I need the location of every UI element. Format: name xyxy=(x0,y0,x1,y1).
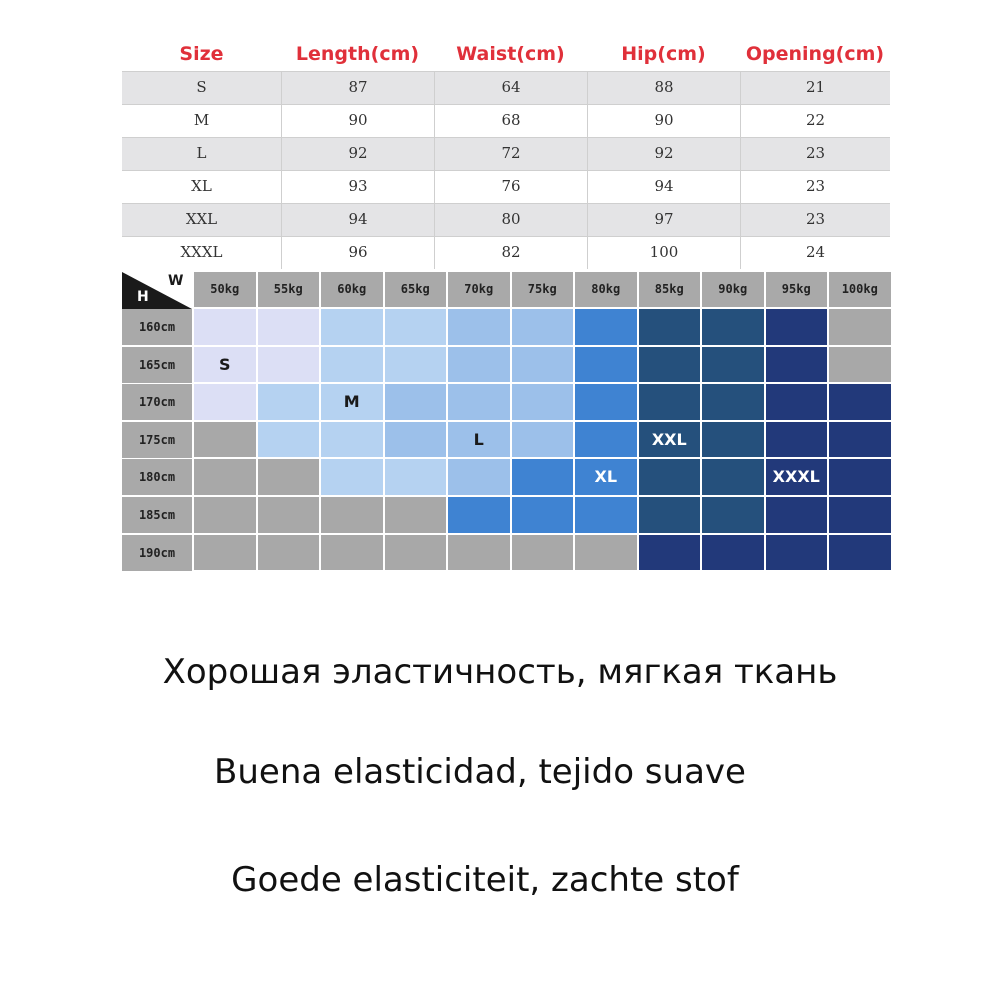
chart-cell xyxy=(258,309,320,345)
cell-opening: 23 xyxy=(740,138,890,170)
chart-cell xyxy=(702,497,764,533)
chart-cell xyxy=(194,422,256,458)
chart-cell xyxy=(639,535,701,571)
cell-hip: 94 xyxy=(587,171,740,203)
size-label: XXL xyxy=(651,429,687,449)
cell-opening: 23 xyxy=(740,171,890,203)
chart-cell xyxy=(575,422,637,458)
chart-cell xyxy=(385,309,447,345)
chart-cell xyxy=(512,535,574,571)
size-table-header xyxy=(122,38,890,71)
chart-cell xyxy=(575,384,637,420)
weight-header: 65kg xyxy=(385,272,447,307)
chart-cell xyxy=(766,309,828,345)
chart-cell xyxy=(448,497,510,533)
cell-length: 87 xyxy=(281,72,434,104)
chart-cell xyxy=(702,384,764,420)
height-axis-label: H xyxy=(137,289,149,305)
chart-cell xyxy=(639,384,701,420)
chart-cell xyxy=(321,422,383,458)
cell-opening: 23 xyxy=(740,204,890,236)
header-size: Size xyxy=(179,43,224,65)
table-row xyxy=(122,236,890,269)
chart-cell xyxy=(702,535,764,571)
table-row xyxy=(122,203,890,236)
cell-opening: 24 xyxy=(740,237,890,269)
chart-cell xyxy=(829,497,891,533)
chart-cell xyxy=(829,384,891,420)
size-label: S xyxy=(218,354,231,374)
chart-cell xyxy=(321,347,383,383)
table-row xyxy=(122,170,890,203)
header-opening: Opening(cm) xyxy=(745,43,885,65)
chart-cell xyxy=(258,384,320,420)
chart-cell xyxy=(448,459,510,495)
table-row xyxy=(122,104,890,137)
chart-cell xyxy=(512,422,574,458)
weight-axis-label: W xyxy=(168,273,184,289)
size-table-body xyxy=(122,71,890,269)
cell-size: XL xyxy=(191,177,212,195)
height-header: 180cm xyxy=(122,459,192,495)
size-label: XL xyxy=(594,467,618,487)
chart-cell xyxy=(512,347,574,383)
cell-size: S xyxy=(196,78,207,96)
chart-cell xyxy=(321,309,383,345)
chart-cell xyxy=(385,459,447,495)
cell-waist: 80 xyxy=(434,204,587,236)
chart-cell xyxy=(385,347,447,383)
chart-cell xyxy=(829,535,891,571)
cell-size: L xyxy=(196,144,207,162)
chart-cell xyxy=(702,309,764,345)
chart-cell xyxy=(321,459,383,495)
height-header: 185cm xyxy=(122,497,192,533)
weight-header: 80kg xyxy=(575,272,637,307)
cell-opening: 22 xyxy=(740,105,890,137)
chart-cell xyxy=(766,535,828,571)
chart-cell xyxy=(829,309,891,345)
chart-cell xyxy=(766,384,828,420)
cell-waist: 68 xyxy=(434,105,587,137)
chart-cell xyxy=(385,535,447,571)
cell-waist: 82 xyxy=(434,237,587,269)
chart-cell xyxy=(575,535,637,571)
chart-cell xyxy=(639,309,701,345)
chart-cell xyxy=(575,309,637,345)
header-length: Length(cm) xyxy=(295,43,420,65)
table-row xyxy=(122,137,890,170)
height-header: 170cm xyxy=(122,384,192,420)
chart-cell xyxy=(258,497,320,533)
chart-cell xyxy=(702,347,764,383)
chart-cell xyxy=(258,535,320,571)
chart-cell xyxy=(512,459,574,495)
cell-hip: 92 xyxy=(587,138,740,170)
height-header: 190cm xyxy=(122,535,192,571)
weight-header: 70kg xyxy=(448,272,510,307)
chart-cell xyxy=(194,497,256,533)
height-header: 175cm xyxy=(122,422,192,458)
chart-cell xyxy=(448,384,510,420)
height-header: 165cm xyxy=(122,347,192,383)
caption-spanish: Buena elasticidad, tejido suave xyxy=(214,752,746,792)
chart-cell xyxy=(766,347,828,383)
cell-hip: 90 xyxy=(587,105,740,137)
chart-cell xyxy=(639,347,701,383)
cell-size: M xyxy=(193,111,210,129)
header-hip: Hip(cm) xyxy=(621,43,706,65)
chart-cell xyxy=(258,422,320,458)
table-row xyxy=(122,71,890,104)
chart-cell xyxy=(258,347,320,383)
cell-waist: 64 xyxy=(434,72,587,104)
chart-cell xyxy=(321,497,383,533)
chart-cell xyxy=(321,535,383,571)
header-waist: Waist(cm) xyxy=(456,43,565,65)
chart-cell xyxy=(448,309,510,345)
cell-length: 93 xyxy=(281,171,434,203)
cell-waist: 76 xyxy=(434,171,587,203)
chart-cell xyxy=(385,497,447,533)
chart-cell xyxy=(702,422,764,458)
chart-cell xyxy=(512,384,574,420)
weight-header: 50kg xyxy=(194,272,256,307)
size-label: L xyxy=(473,429,484,449)
chart-corner xyxy=(122,272,192,309)
chart-cell xyxy=(575,347,637,383)
chart-cell xyxy=(194,535,256,571)
chart-cell xyxy=(702,459,764,495)
weight-header: 75kg xyxy=(512,272,574,307)
chart-cell xyxy=(194,459,256,495)
cell-opening: 21 xyxy=(740,72,890,104)
chart-cell xyxy=(385,384,447,420)
size-label: M xyxy=(343,392,360,412)
cell-size: XXL xyxy=(185,210,218,228)
weight-header: 85kg xyxy=(639,272,701,307)
chart-cell xyxy=(575,497,637,533)
weight-header: 55kg xyxy=(258,272,320,307)
chart-cell xyxy=(512,309,574,345)
chart-cell xyxy=(829,459,891,495)
chart-cell xyxy=(194,384,256,420)
cell-hip: 100 xyxy=(587,237,740,269)
caption-russian: Хорошая эластичность, мягкая ткань xyxy=(162,652,838,692)
cell-length: 92 xyxy=(281,138,434,170)
cell-length: 96 xyxy=(281,237,434,269)
chart-cell xyxy=(512,497,574,533)
cell-length: 90 xyxy=(281,105,434,137)
chart-cell xyxy=(639,459,701,495)
chart-cell xyxy=(448,535,510,571)
height-weight-chart xyxy=(122,272,890,570)
height-header: 160cm xyxy=(122,309,192,345)
chart-cell xyxy=(829,422,891,458)
chart-cell xyxy=(639,497,701,533)
weight-header: 95kg xyxy=(766,272,828,307)
caption-dutch: Goede elasticiteit, zachte stof xyxy=(231,860,739,900)
weight-header: 100kg xyxy=(829,272,891,307)
cell-length: 94 xyxy=(281,204,434,236)
chart-cell xyxy=(194,309,256,345)
chart-cell xyxy=(385,422,447,458)
chart-cell xyxy=(766,422,828,458)
chart-cell xyxy=(448,347,510,383)
cell-hip: 97 xyxy=(587,204,740,236)
size-label: XXXL xyxy=(772,467,820,487)
cell-size: XXXL xyxy=(180,243,223,261)
chart-cell xyxy=(766,497,828,533)
chart-cell xyxy=(258,459,320,495)
cell-waist: 72 xyxy=(434,138,587,170)
weight-header: 90kg xyxy=(702,272,764,307)
chart-cell xyxy=(829,347,891,383)
weight-header: 60kg xyxy=(321,272,383,307)
cell-hip: 88 xyxy=(587,72,740,104)
size-table xyxy=(122,38,890,269)
